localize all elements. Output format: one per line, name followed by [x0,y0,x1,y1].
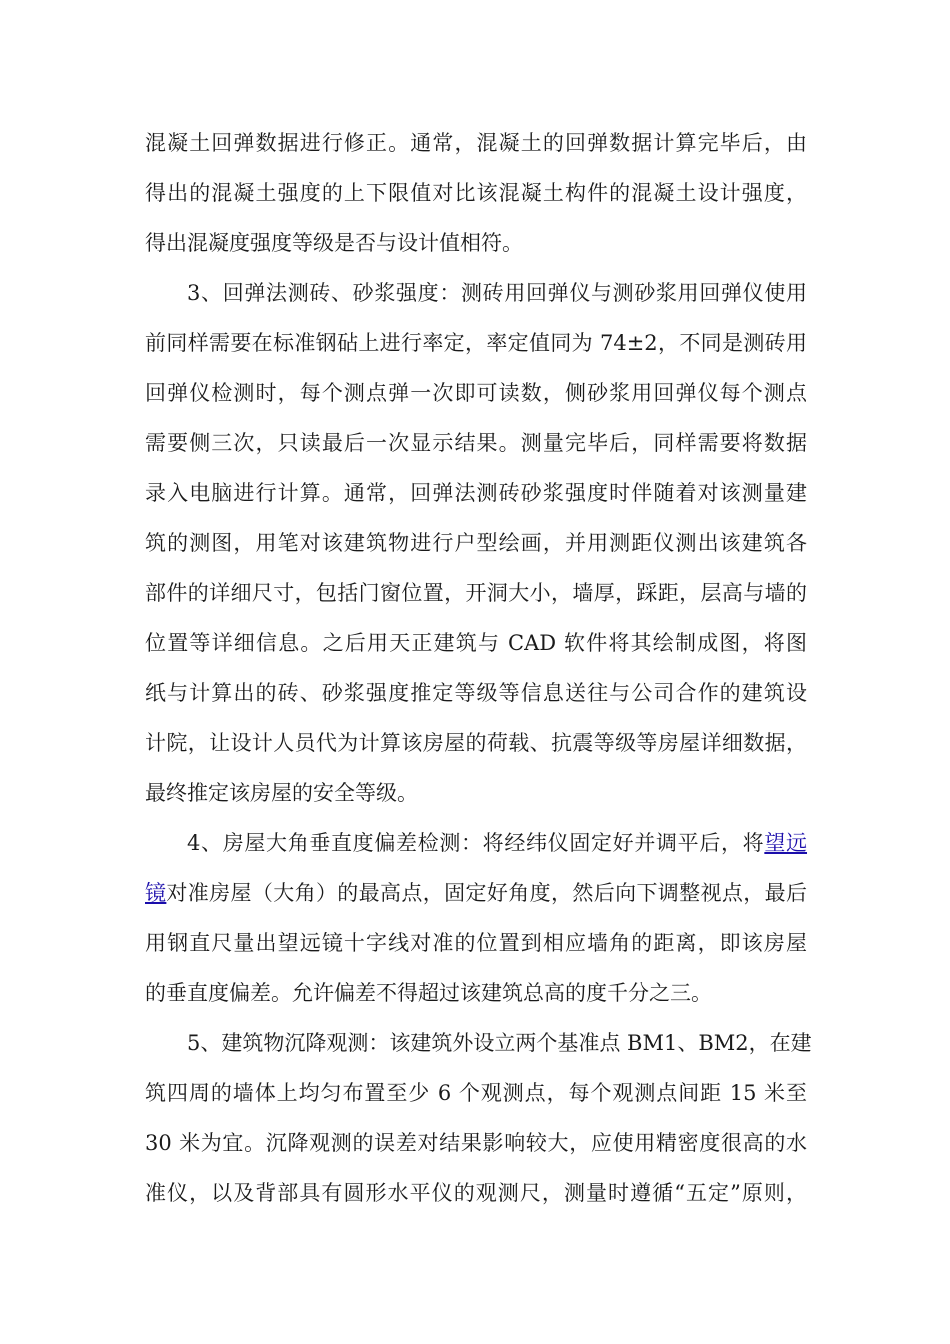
text-line: 得出混凝度强度等级是否与设计值相符。 [145,231,523,255]
text-line: 部件的详细尺寸，包括门窗位置，开洞大小，墙厚，踩距，层高与墙的 [145,581,807,605]
text-line: 前同样需要在标准钢砧上进行率定，率定值同为 74±2，不同是测砖用 [145,331,807,355]
paragraph-3-heading-line: 3、回弹法测砖、砂浆强度：测砖用回弹仪与测砂浆用回弹仪使用 [187,281,807,305]
text-line: 用钢直尺量出望远镜十字线对准的位置到相应墙角的距离，即该房屋 [145,931,807,955]
text-line: 回弹仪检测时，每个测点弹一次即可读数，侧砂浆用回弹仪每个测点 [145,381,807,405]
text-line: 得出的混凝土强度的上下限值对比该混凝土构件的混凝土设计强度， [145,181,807,205]
paragraph-5-heading-line: 5、建筑物沉降观测：该建筑外设立两个基准点 BM1、BM2，在建 [187,1031,812,1055]
document-page [145,118,812,1218]
text-line: 最终推定该房屋的安全等级。 [145,781,418,805]
telescope-link-continued[interactable]: 镜 [145,881,167,905]
text-line [145,868,807,918]
text-line: 筑的测图，用笔对该建筑物进行户型绘画，并用测距仪测出该建筑各 [145,531,807,555]
text-line: 纸与计算出的砖、砂浆强度推定等级等信息送往与公司合作的建筑设 [145,681,807,705]
text-line: 的垂直度偏差。允许偏差不得超过该建筑总高的度千分之三。 [145,981,712,1005]
text-segment: 对准房屋（大角）的最高点，固定好角度，然后向下调整视点，最后 [166,881,808,905]
text-line: 计院，让设计人员代为计算该房屋的荷载、抗震等级等房屋详细数据， [145,731,807,755]
paragraph-4-heading-line [145,818,807,868]
text-line: 准仪，以及背部具有圆形水平仪的观测尺，测量时遵循“五定”原则， [145,1181,807,1205]
text-line: 30 米为宜。沉降观测的误差对结果影响较大，应使用精密度很高的水 [145,1131,807,1155]
text-line: 位置等详细信息。之后用天正建筑与 CAD 软件将其绘制成图，将图 [145,631,807,655]
text-line: 筑四周的墙体上均匀布置至少 6 个观测点，每个观测点间距 15 米至 [145,1081,807,1105]
text-line: 混凝土回弹数据进行修正。通常，混凝土的回弹数据计算完毕后，由 [145,131,807,155]
telescope-link[interactable]: 望远 [764,831,808,855]
text-line: 录入电脑进行计算。通常，回弹法测砖砂浆强度时伴随着对该测量建 [145,481,807,505]
text-segment: 4、房屋大角垂直度偏差检测：将经纬仪固定好并调平后，将 [187,831,765,855]
text-line: 需要侧三次，只读最后一次显示结果。测量完毕后，同样需要将数据 [145,431,807,455]
